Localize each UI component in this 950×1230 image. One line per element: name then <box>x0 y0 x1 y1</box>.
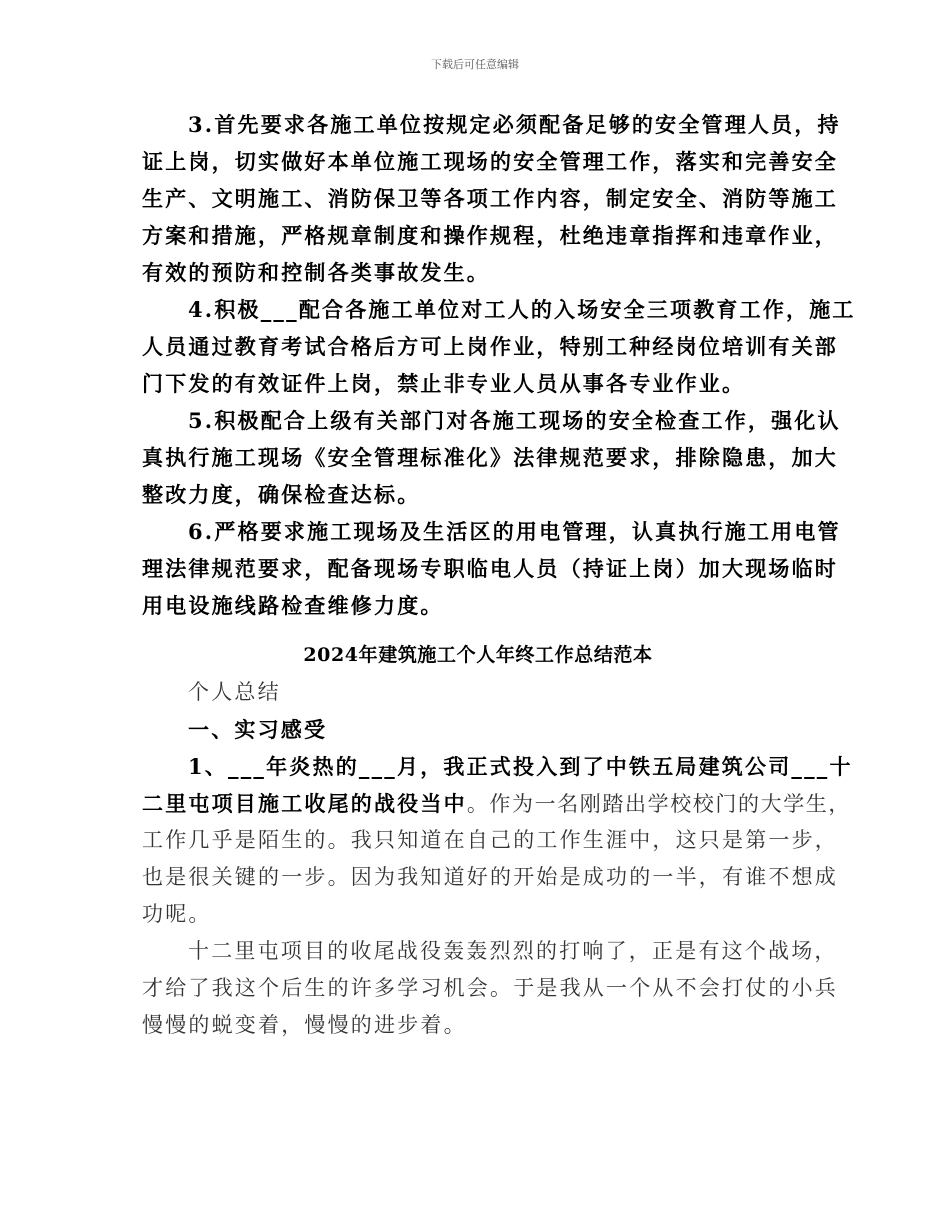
item-4-line-1: 4.积极___配合各施工单位对工人的入场安全三项教育工作，施工 <box>188 297 856 322</box>
document-body <box>142 106 856 1044</box>
paragraph-internship-1 <box>142 748 853 933</box>
paragraph-item-5 <box>142 402 841 513</box>
paragraph-item-3 <box>142 106 841 291</box>
item-5-line-1: 5.积极配合上级有关部门对各施工现场的安全检查工作，强化认 <box>188 408 841 433</box>
item-5-line-2: 真执行施工现场《安全管理标准化》法律规范要求，排除隐患，加大 <box>142 445 838 470</box>
item-3-line-2: 证上岗，切实做好本单位施工现场的安全管理工作，落实和完善安全 <box>142 149 838 174</box>
paragraph-internship-2 <box>142 933 838 1044</box>
item-5-line-3: 整改力度，确保检查达标。 <box>142 482 421 507</box>
item-6-line-2: 理法律规范要求，配备现场专职临电人员（持证上岗）加大现场临时 <box>142 556 838 581</box>
para-2-line-2: 才给了我这个后生的许多学习机会。于是我从一个从不会打仗的小兵 <box>142 976 838 1000</box>
item-3-line-4: 方案和措施，严格规章制度和操作规程，杜绝违章指挥和违章作业， <box>142 223 838 248</box>
para-2-line-3: 慢慢的蜕变着，慢慢的进步着。 <box>142 1013 467 1037</box>
heading-internship-feelings: 一、实习感受 <box>188 717 328 742</box>
paragraph-item-4 <box>142 291 856 402</box>
item-3-line-1: 3.首先要求各施工单位按规定必须配备足够的安全管理人员，持 <box>188 112 841 137</box>
paragraph-item-6 <box>142 513 841 624</box>
para-1-line-4: 也是很关键的一步。因为我知道好的开始是成功的一半，有谁不想成 <box>142 865 838 889</box>
para-1-line-3: 工作几乎是陌生的。我只知道在自己的工作生涯中，这只是第一步， <box>142 828 838 852</box>
item-4-line-3: 门下发的有效证件上岗，禁止非专业人员从事各专业作业。 <box>142 371 746 396</box>
item-6-line-3: 用电设施线路检查维修力度。 <box>142 593 444 618</box>
item-6-line-1: 6.严格要求施工现场及生活区的用电管理，认真执行施工用电管 <box>188 519 841 544</box>
section-title: 2024年建筑施工个人年终工作总结范本 <box>303 644 653 666</box>
personal-summary-label: 个人总结 <box>188 680 281 704</box>
para-1-line-5: 功呢。 <box>142 902 212 926</box>
para-1-line-1: 1、___年炎热的___月，我正式投入到了中铁五局建筑公司___十 <box>188 754 853 779</box>
item-3-line-5: 有效的预防和控制各类事故发生。 <box>142 260 490 285</box>
item-3-line-3: 生产、文明施工、消防保卫等各项工作内容，制定安全、消防等施工 <box>142 186 838 211</box>
para-1-line-2-rest: 。作为一名刚踏出学校校门的大学生， <box>466 792 852 816</box>
item-4-line-2: 人员通过教育考试合格后方可上岗作业，特别工种经岗位培训有关部 <box>142 334 838 359</box>
para-2-line-1: 十二里屯项目的收尾战役轰轰烈烈的打响了，正是有这个战场， <box>188 939 838 963</box>
para-1-line-2-bold: 二里屯项目施工收尾的战役当中 <box>142 791 467 816</box>
para-1-line-2 <box>142 785 852 822</box>
header-note: 下载后可任意编辑 <box>431 58 519 71</box>
